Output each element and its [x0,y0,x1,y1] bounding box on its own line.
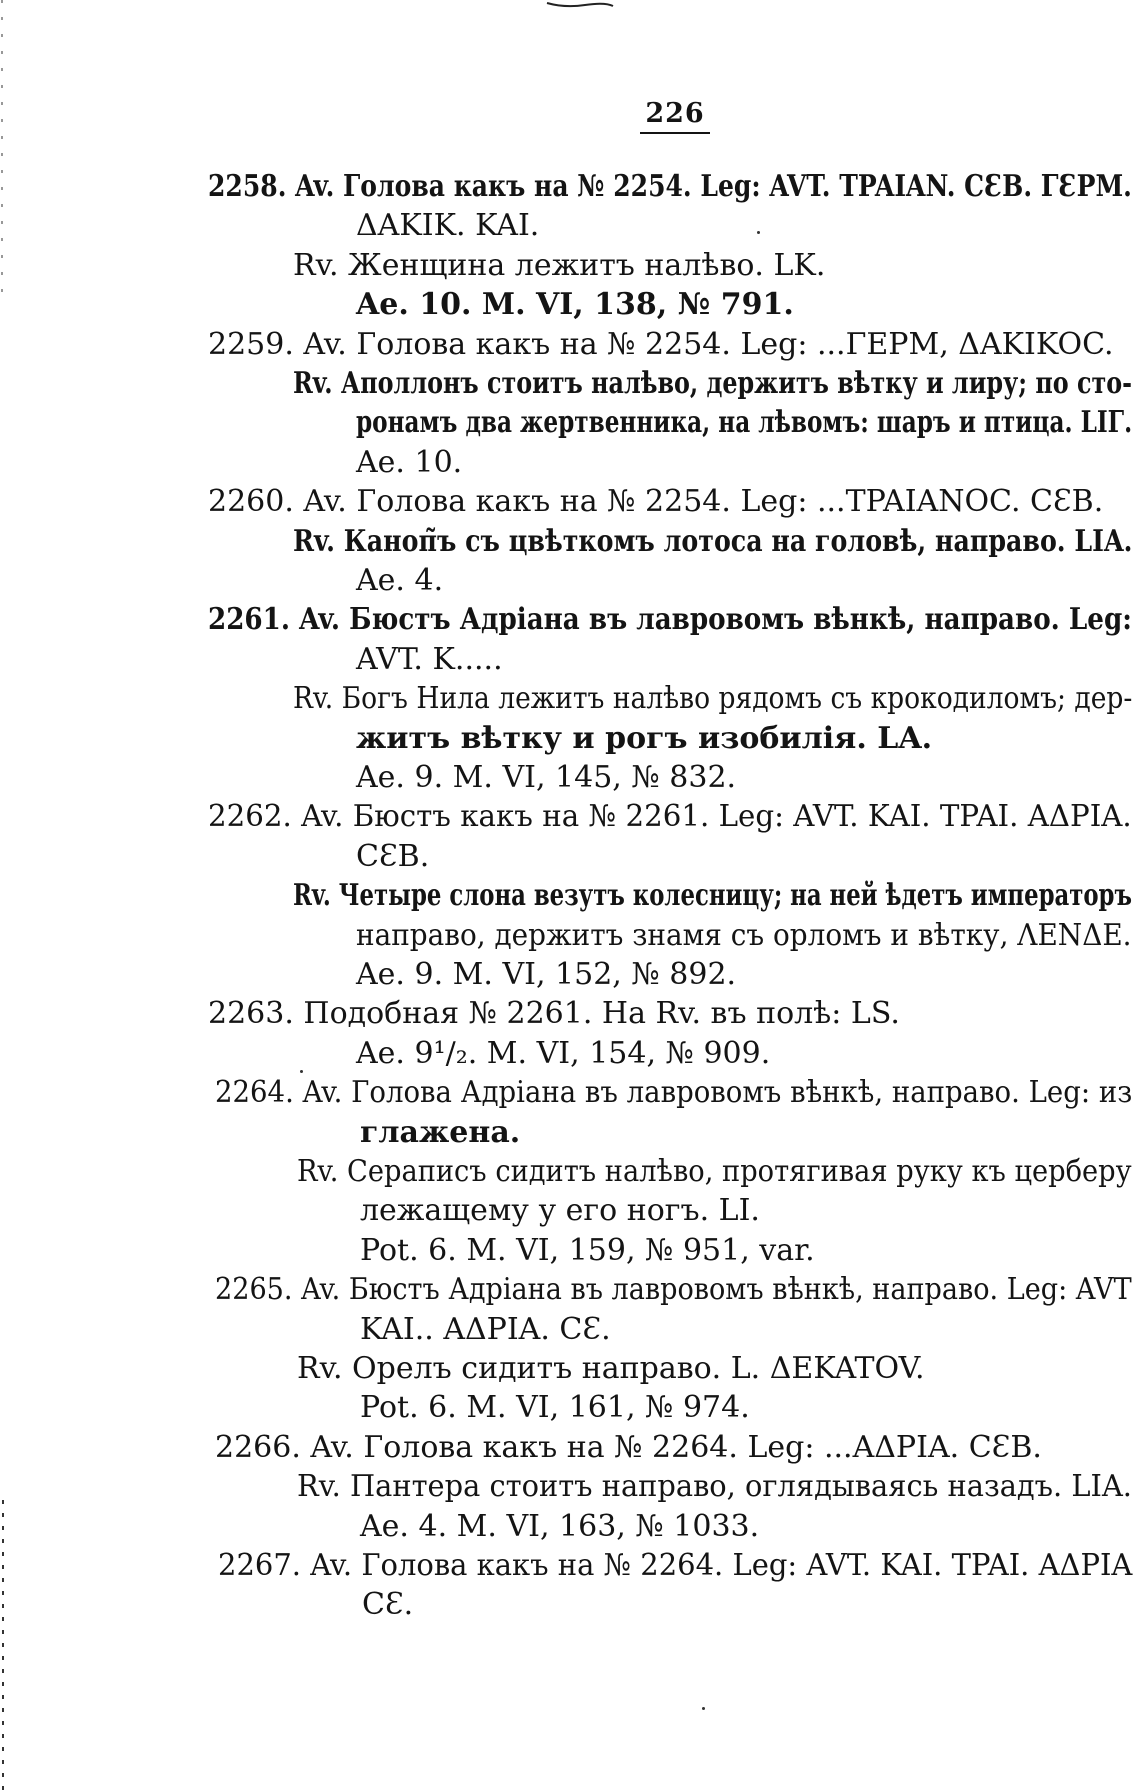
text-line: 2267. Av. Голова какъ на № 2264. Leg: AVT. KAI. TPAI. AΔPIA [218,1548,1133,1583]
text-line: Ae. 10. M. VI, 138, № 791. [356,287,794,323]
text-line: CƐ. [362,1587,414,1623]
text-line: Rv. Пантера стоитъ направо, оглядываясь назадъ. LIA. [297,1469,1132,1505]
top-smudge [545,0,615,14]
text-line: Ae. 9. M. VI, 152, № 892. [356,957,737,992]
text-line: Ae. 4. M. VI, 163, № 1033. [360,1508,760,1544]
text-line: Rv. Орелъ сидитъ направо. L. ΔEKATOV. [297,1351,925,1386]
text-line: житъ вѣтку и рогъ изобилія. LA. [356,720,933,756]
page-number: 226 [640,98,710,134]
text-line: глажена. [360,1114,521,1150]
page-edge-mark [0,0,10,1790]
text-line: Pot. 6. M. VI, 159, № 951, var. [360,1232,815,1268]
text-line: направо, держитъ знамя съ орломъ и вѣтку, ΛENΔE. [356,917,1132,953]
stray-dot [702,1707,705,1710]
text-line: 2265. Av. Бюстъ Адріана въ лавровомъ вѣнкѣ, направо. Leg: AVT [215,1272,1132,1308]
text-line: Rv. Богъ Нила лежитъ налѣво рядомъ съ крокодиломъ; дер- [293,681,1133,717]
text-line: Rv. Четыре слона везутъ колесницу; на ней ѣдетъ императоръ [293,878,1132,914]
text-line: Ae. 4. [356,563,444,598]
text-line: Rv. Аполлонъ стоитъ налѣво, держитъ вѣтку и лиру; по сто- [293,366,1132,401]
text-line: 2263. Подобная № 2261. На Rv. въ полѣ: LS. [208,996,900,1032]
text-line: Pot. 6. M. VI, 161, № 974. [360,1390,750,1426]
stray-dot [300,1070,303,1073]
text-line: ронамъ два жертвенника, на лѣвомъ: шаръ и птица. LIΓ. [356,405,1133,441]
text-line: 2262. Av. Бюстъ какъ на № 2261. Leg: AVT. KAI. TPAI. AΔPIA. [208,799,1132,835]
text-line: 2258. Av. Голова какъ на № 2254. Leg: AVT. TPAIAN. CƐB. ΓƐPM. [208,169,1132,204]
text-line: 2266. Av. Голова какъ на № 2264. Leg: ...AΔPIA. CƐB. [215,1429,1042,1465]
text-line: лежащему у его ногъ. LI. [360,1193,760,1229]
text-line: 2261. Av. Бюстъ Адріана въ лавровомъ вѣнкѣ, направо. Leg: [208,602,1132,638]
text-line: Ae. 10. [356,444,463,480]
text-line: KAI.. AΔPIA. CƐ. [360,1311,611,1347]
text-line: Rv. Каноп̃ъ съ цвѣткомъ лотоса на головѣ, направо. LIA. [293,523,1133,559]
text-line: 2260. Av. Голова какъ на № 2254. Leg: ...TPAIANOC. CƐB. [208,484,1104,520]
text-line: AVT. K..... [356,641,503,677]
text-line: 2264. Av. Голова Адріана въ лавровомъ вѣнкѣ, направо. Leg: из [215,1075,1133,1111]
text-line: 2259. Av. Голова какъ на № 2254. Leg: ...ΓEPM, ΔAKIKOC. [208,326,1114,362]
stray-dot [757,231,760,234]
text-line: Rv. Женщина лежитъ налѣво. LK. [293,247,826,283]
text-line: Rv. Сераписъ сидитъ налѣво, протягивая руку къ церберу [297,1154,1132,1189]
text-line: CƐB. [356,838,430,874]
text-line: ΔAKIK. KAI. [356,208,540,244]
text-line: Ae. 9¹/₂. M. VI, 154, № 909. [356,1035,771,1071]
text-line: Ae. 9. M. VI, 145, № 832. [356,760,737,795]
